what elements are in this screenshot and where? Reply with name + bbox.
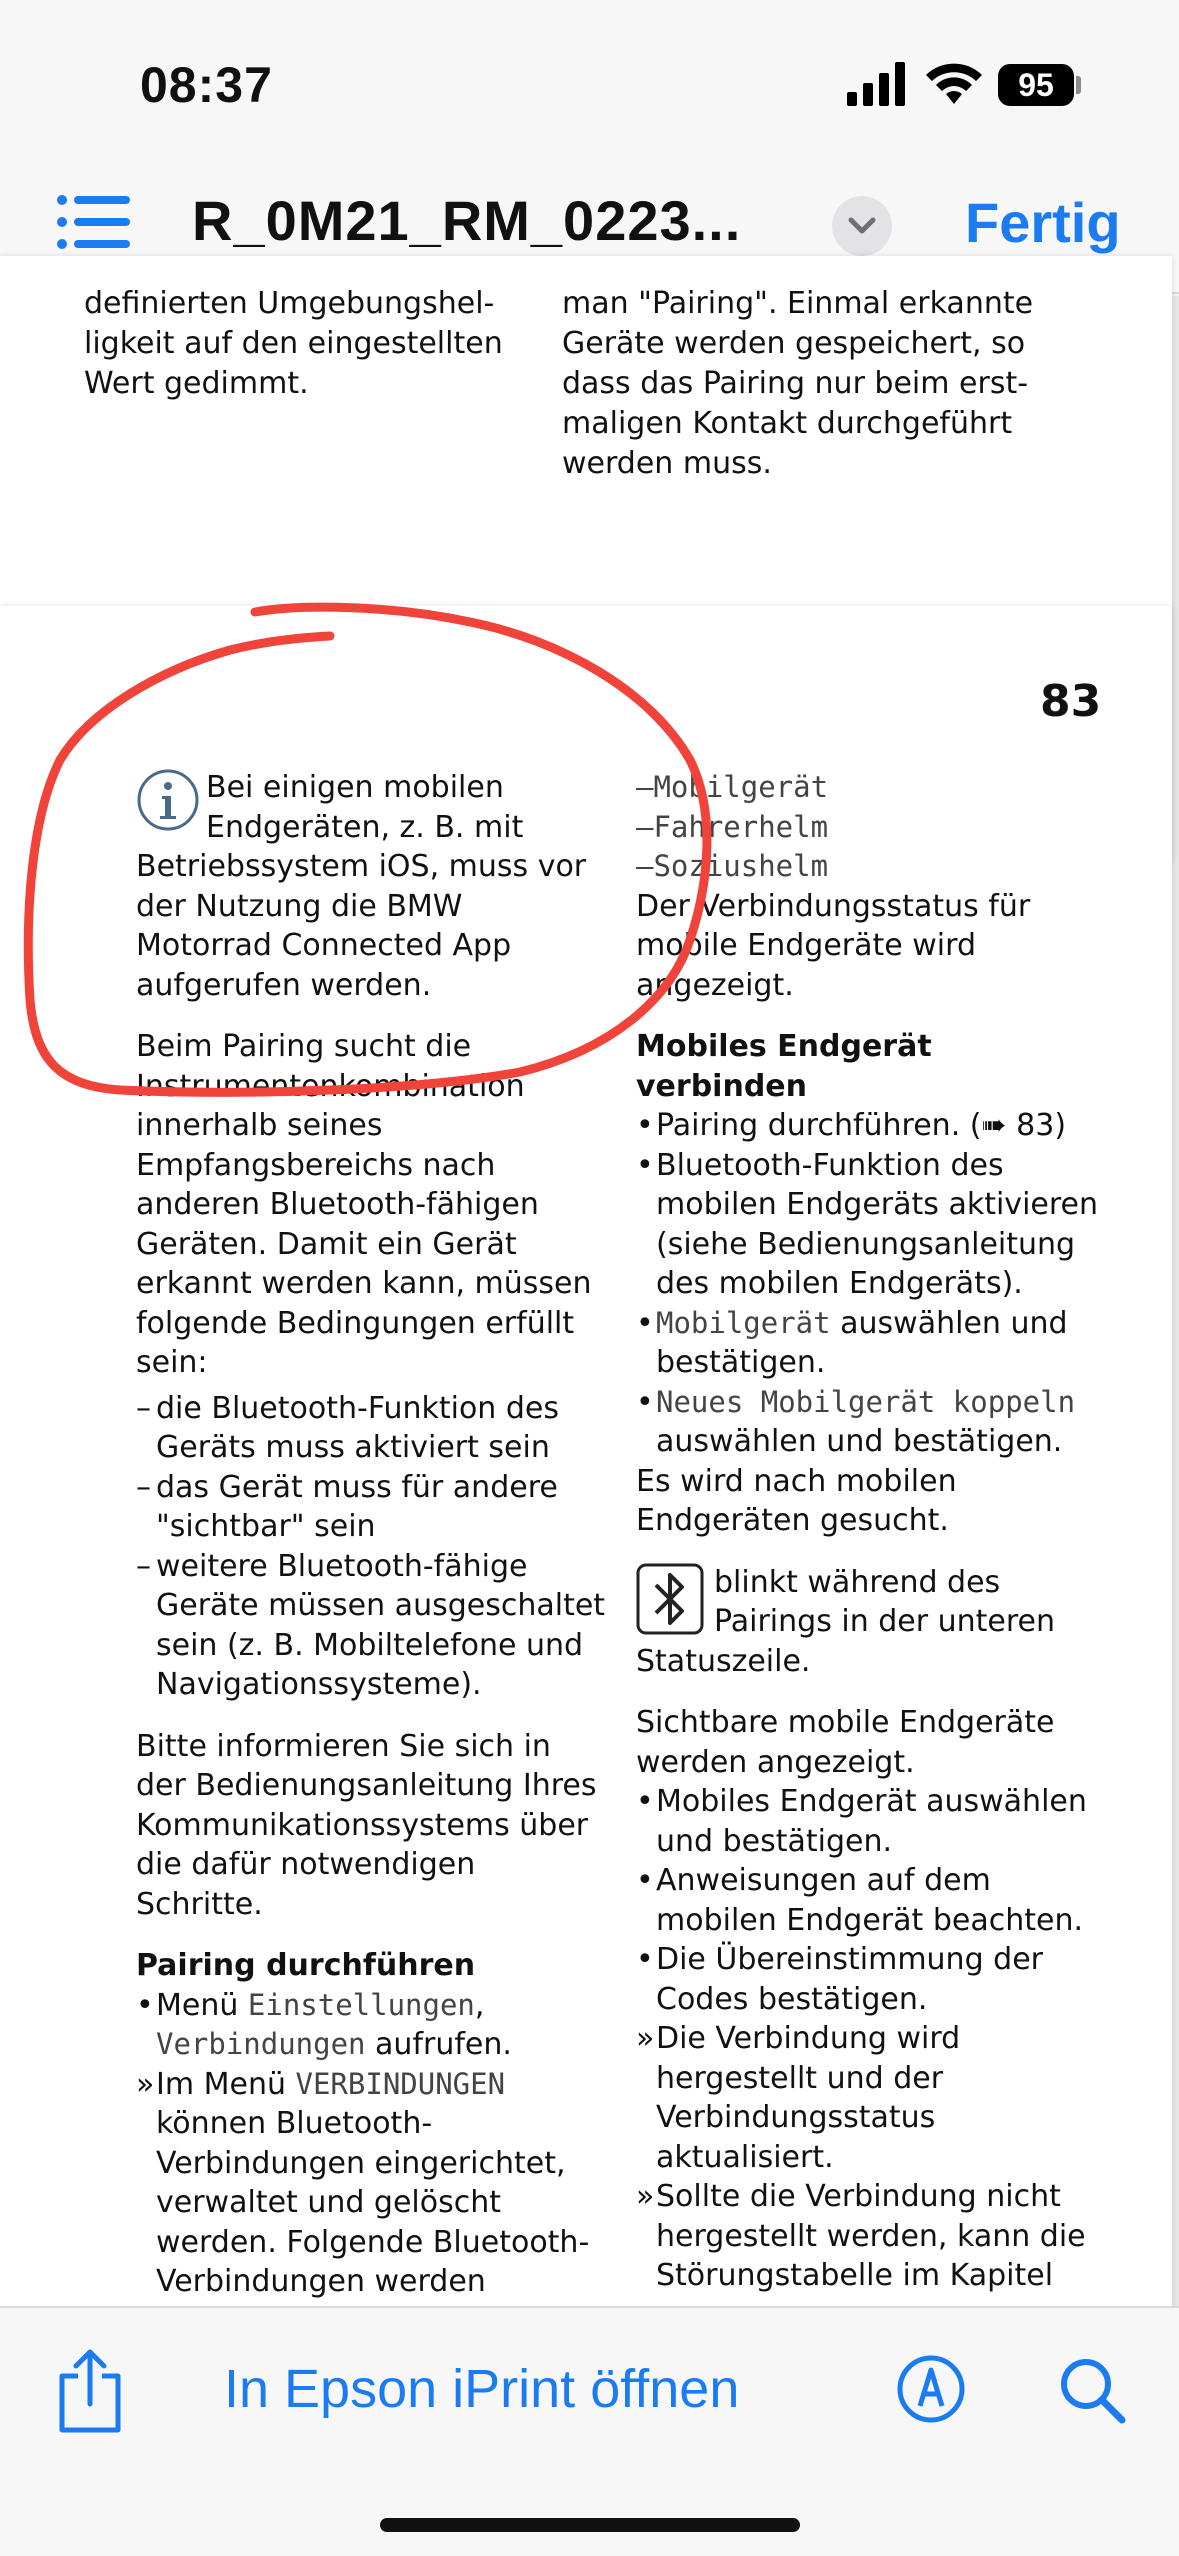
wifi-icon — [924, 60, 984, 106]
page-number: 83 — [1040, 676, 1102, 727]
status-bar — [0, 0, 1179, 170]
info-icon — [136, 768, 200, 832]
battery-tip — [1076, 76, 1081, 94]
list-item: » Die Verbindung wird hergestellt und der Verbindungsstatus aktualisiert. — [636, 2021, 961, 2175]
list-item: • Mobilgerät auswählen und bestätigen. — [636, 1305, 1068, 1380]
markup-icon[interactable] — [896, 2354, 966, 2424]
text-line: man "Pairing". Einmal erkannte — [562, 286, 1034, 321]
home-indicator[interactable] — [380, 2518, 800, 2532]
prev-page-right-text — [562, 284, 1033, 484]
info-note — [136, 768, 606, 1005]
bluetooth-note: blinkt während des Pairings in der unteren Statuszeile. — [636, 1564, 1056, 1679]
text-line: Wert gedimmt. — [84, 366, 309, 401]
title-menu-button[interactable] — [832, 196, 892, 256]
pairing-intro-text: Beim Pairing sucht die Instrumentenkombination innerhalb seines Empfangsbereichs nach anderen Bluetooth-fähigen Geräten. Damit ein Gerät erkannt werden kann, müssen folgende Bedingungen erfüllt sein: — [136, 1029, 592, 1380]
bluetooth-icon — [636, 1563, 704, 1635]
cellular-signal-icon — [845, 62, 907, 106]
text-line: dass das Pairing nur beim erst- — [562, 366, 1029, 401]
list-icon[interactable] — [56, 192, 132, 252]
connect-heading: Mobiles Endgerät verbinden — [636, 1029, 932, 1104]
list-item: • Die Übereinstimmung der Codes bestätigen. — [636, 1942, 1043, 2017]
right-column — [636, 768, 1106, 2296]
list-item: • Bluetooth-Funktion des mobilen Endgeräts aktivieren (siehe Bedienungsanleitung des mobilen Endgeräts). — [636, 1147, 1099, 1301]
list-item: – weitere Bluetooth-fähige Geräte müssen ausgeschaltet sein (z. B. Mobiltelefone und Navigationssysteme). — [136, 1548, 606, 1702]
inform-text: Bitte informieren Sie sich in der Bedienungsanleitung Ihres Kommunikationssystems über die dafür notwendigen Schritte. — [136, 1728, 597, 1922]
document-title[interactable]: R_0M21_RM_0223... — [192, 189, 742, 252]
list-item: – die Bluetooth-Funktion des Geräts muss aktiviert sein — [136, 1390, 559, 1465]
list-item: • Neues Mobilgerät koppeln auswählen und bestätigen. — [636, 1384, 1076, 1459]
left-column — [136, 768, 606, 2341]
list-item: • Pairing durchführen. (➠ 83) — [636, 1108, 1067, 1143]
list-item: » Im Menü VERBINDUNGEN können Bluetooth-Verbindungen eingerichtet, verwaltet und gelöscht werden. Folgende Bluetooth-Verbindungen werden — [136, 2066, 590, 2299]
list-item: –Mobilgerät — [636, 770, 829, 804]
document-view[interactable] — [0, 286, 1179, 2306]
pdf-page-83 — [0, 606, 1172, 2326]
text-line: ligkeit auf den eingestellten — [84, 326, 503, 361]
done-button[interactable]: Fertig — [965, 191, 1121, 254]
visible-text: Sichtbare mobile Endgeräte werden angezeigt. — [636, 1705, 1055, 1780]
open-in-epson-button[interactable]: In Epson iPrint öffnen — [224, 2359, 740, 2419]
connections-list — [636, 768, 1106, 887]
info-text: Bei einigen mobilen Endgeräten, z. B. mit Betriebssystem iOS, muss vor der Nutzung die BMW Motorrad Connected App aufgerufen werden. — [136, 770, 587, 1003]
list-item: – das Gerät muss für andere "sichtbar" sein — [136, 1469, 558, 1544]
text-line: definierten Umgebungshel- — [84, 286, 495, 321]
chevron-down-icon — [847, 216, 877, 236]
pairing-heading: Pairing durchführen — [136, 1948, 476, 1983]
list-item: » Sollte die Verbindung nicht hergestellt werden, kann die Störungstabelle im Kapitel — [636, 2179, 1086, 2293]
battery-indicator: 95 — [998, 64, 1074, 106]
text-line: werden muss. — [562, 446, 772, 481]
prev-page-left-text — [84, 284, 503, 404]
status-text: Der Verbindungsstatus für mobile Endgeräte wird angezeigt. — [636, 888, 1031, 1003]
share-icon[interactable] — [54, 2346, 126, 2436]
conditions-list — [136, 1389, 606, 1705]
text-line: maligen Kontakt durchgeführt — [562, 406, 1013, 441]
status-time: 08:37 — [140, 57, 273, 113]
list-item: • Mobiles Endgerät auswählen und bestätigen. — [636, 1784, 1087, 1859]
list-item: • Anweisungen auf dem mobilen Endgerät beachten. — [636, 1863, 1083, 1938]
search-icon[interactable] — [1058, 2356, 1126, 2424]
list-item: • Menü Einstellungen, Verbindungen aufrufen. — [136, 1987, 512, 2062]
list-item: –Soziushelm — [636, 849, 829, 883]
bottom-toolbar — [0, 2306, 1179, 2556]
list-item: –Fahrerhelm — [636, 809, 829, 844]
text-line: Geräte werden gespeichert, so — [562, 326, 1026, 361]
search-text: Es wird nach mobilen Endgeräten gesucht. — [636, 1463, 957, 1538]
